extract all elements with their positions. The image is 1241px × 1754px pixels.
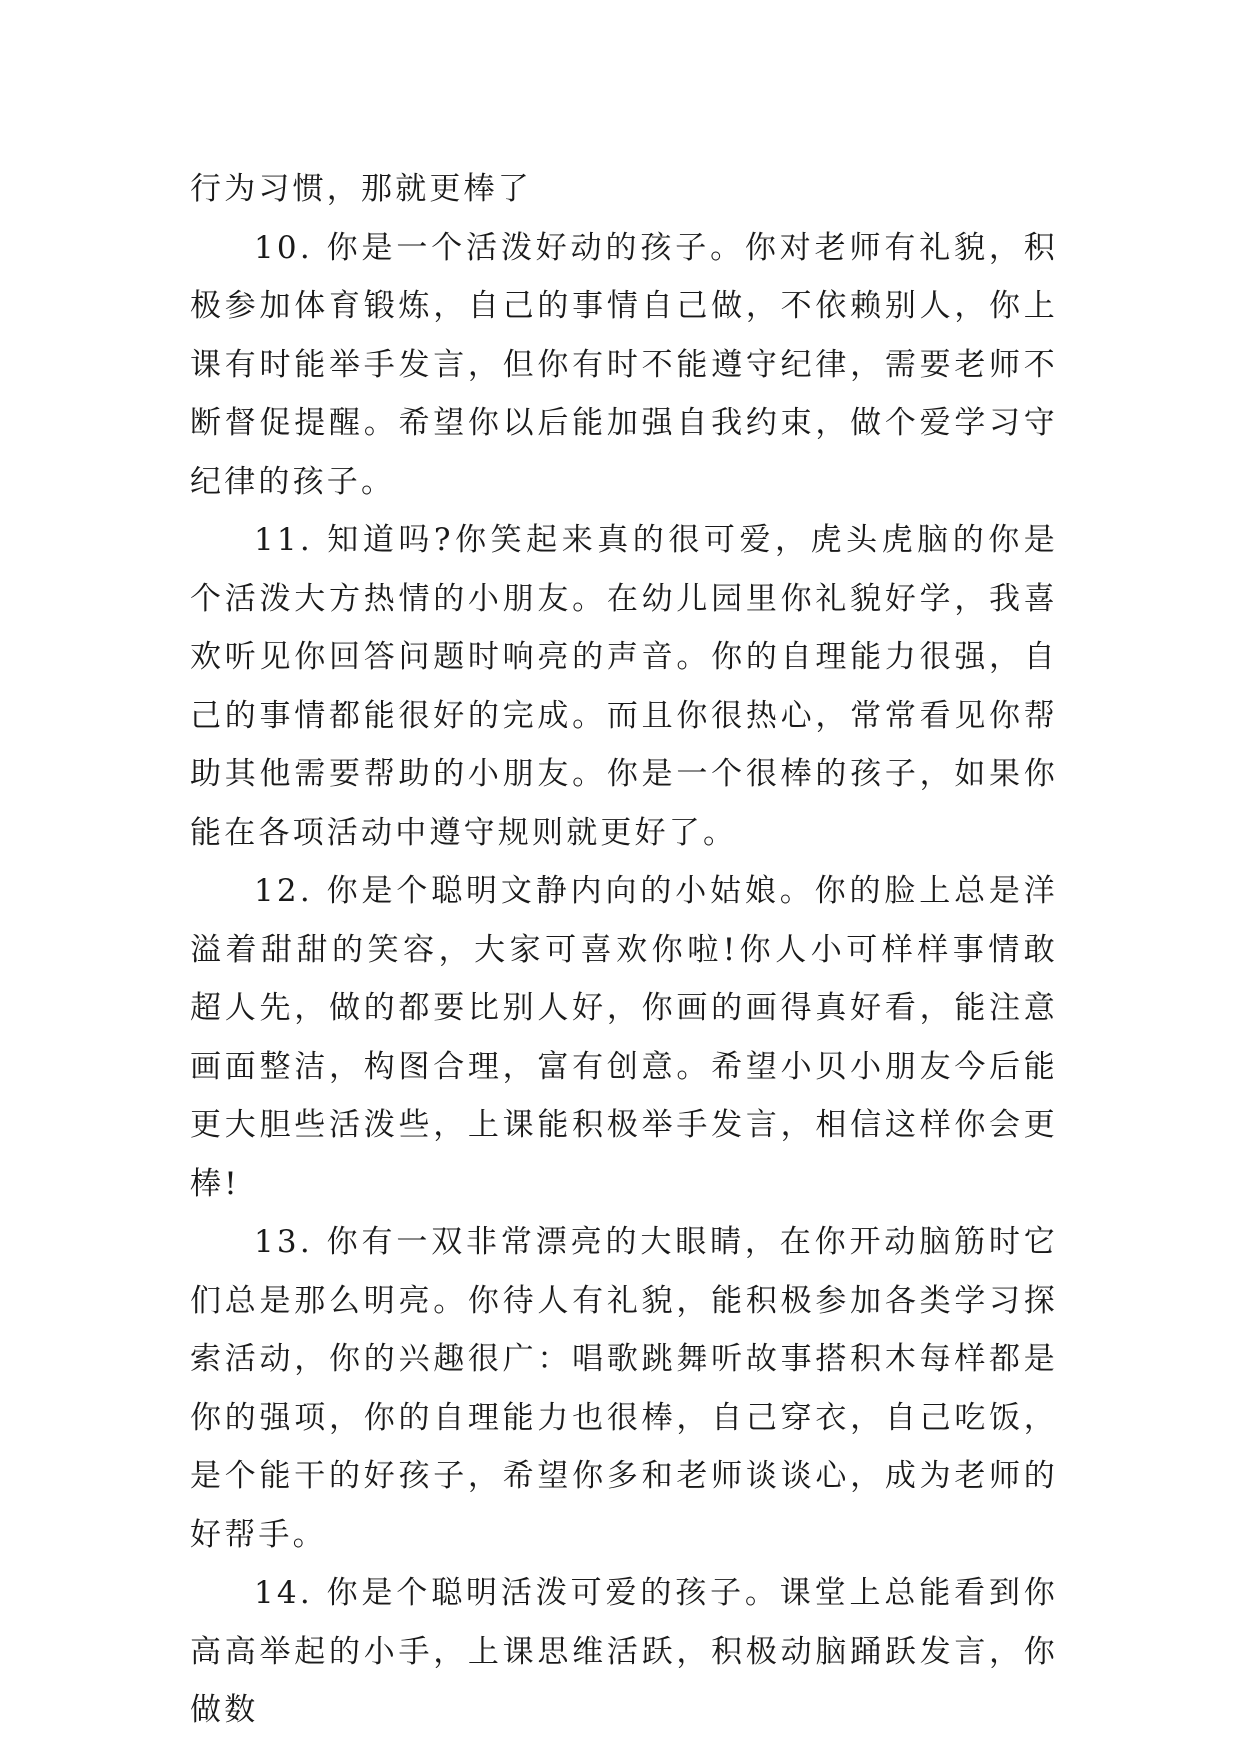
paragraph-comment-10: 10. 你是一个活泼好动的孩子。你对老师有礼貌，积极参加体育锻炼，自己的事情自己做，不依赖别人，你上课有时能举手发言，但你有时不能遵守纪律，需要老师不断督促提醒。希望你以后能加强自我约束，做个爱学习守纪律的孩子。 bbox=[190, 229, 1058, 500]
paragraph-comment-13: 13. 你有一双非常漂亮的大眼睛，在你开动脑筋时它们总是那么明亮。你待人有礼貌，能积极参加各类学习探索活动，你的兴趣很广：唱歌跳舞听故事搭积木每样都是你的强项，你的自理能力也很棒，自己穿衣，自己吃饭，是个能干的好孩子，希望你多和老师谈谈心，成为老师的好帮手。 bbox=[190, 1224, 1058, 1553]
paragraph-comment-14: 14. 你是个聪明活泼可爱的孩子。课堂上总能看到你高高举起的小手，上课思维活跃，积极动脑踊跃发言，你做数 bbox=[190, 1575, 1058, 1728]
document-body bbox=[190, 160, 1058, 1740]
paragraph-continuation: 行为习惯，那就更棒了 bbox=[190, 171, 532, 207]
paragraph-comment-11: 11. 知道吗?你笑起来真的很可爱，虎头虎脑的你是个活泼大方热情的小朋友。在幼儿园里你礼貌好学，我喜欢听见你回答问题时响亮的声音。你的自理能力很强，自己的事情都能很好的完成。而且你很热心，常常看见你帮助其他需要帮助的小朋友。你是一个很棒的孩子，如果你能在各项活动中遵守规则就更好了。 bbox=[190, 522, 1058, 851]
paragraph-comment-12: 12. 你是个聪明文静内向的小姑娘。你的脸上总是洋溢着甜甜的笑容，大家可喜欢你啦!你人小可样样事情敢超人先，做的都要比别人好，你画的画得真好看，能注意画面整洁，构图合理，富有创意。希望小贝小朋友今后能更大胆些活泼些，上课能积极举手发言，相信这样你会更棒! bbox=[190, 873, 1058, 1202]
